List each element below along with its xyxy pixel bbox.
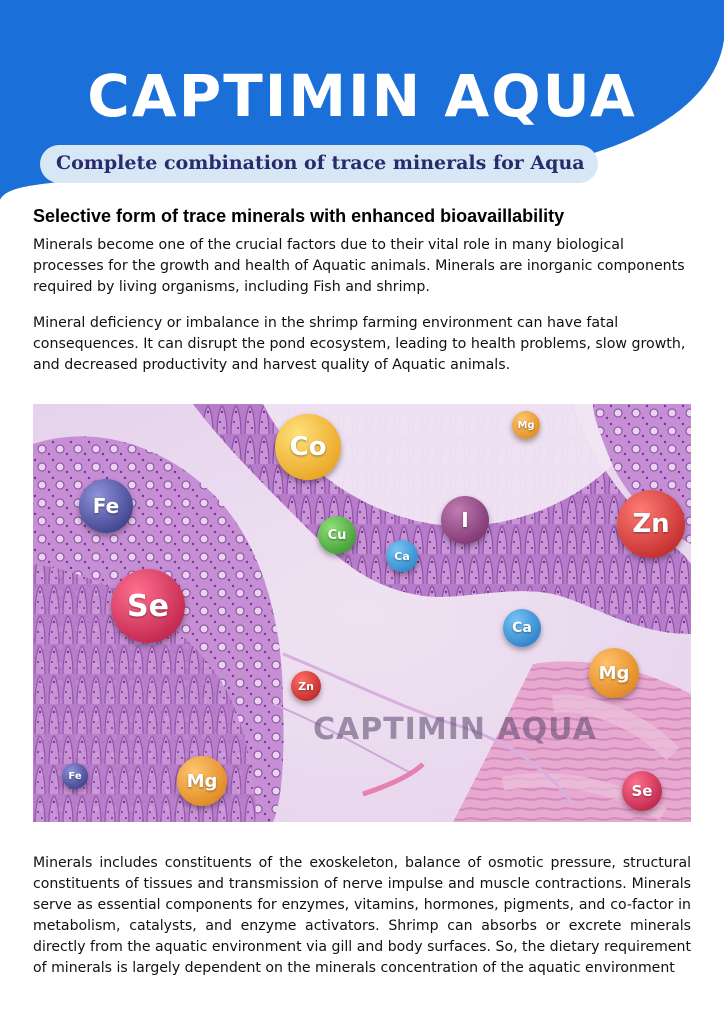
page-title: CAPTIMIN AQUA bbox=[87, 62, 637, 130]
minerals-role-paragraph: Minerals includes constituents of the exoskeleton, balance of osmotic pressure, structural constituents of tissues and transmission of nerve impulse and muscle contractions. Minerals serve as essential components for enzymes, vitamins, hormones, pigments, and co-factor in metabolism, catalysts, and enzyme activators. Shrimp can absorbs or excrete minerals directly from the aquatic environment via gill and body surfaces. So, the dietary requirement of minerals is largely dependent on the minerals concentration of the aquatic environment bbox=[33, 855, 691, 976]
mineral-fe-left: Fe bbox=[79, 479, 133, 533]
mineral-mg-top: Mg bbox=[512, 411, 540, 439]
mineral-mg-right: Mg bbox=[589, 648, 639, 698]
mineral-i: I bbox=[441, 496, 489, 544]
deficiency-paragraph: Mineral deficiency or imbalance in the shrimp farming environment can have fatal consequences. It can disrupt the pond ecosystem, leading to health problems, slow growth, and decreased productivity and harvest quality of Aquatic animals. bbox=[33, 315, 686, 373]
mineral-cu: Cu bbox=[318, 516, 356, 554]
intro-paragraph: Minerals become one of the crucial factors due to their vital role in many biological processes for the growth and health of Aquatic animals. Minerals are inorganic components required by living organisms, including Fish and shrimp. bbox=[33, 237, 685, 295]
mineral-mg-bottom: Mg bbox=[177, 756, 227, 806]
mineral-zn-right: Zn bbox=[617, 490, 685, 558]
mineral-zn-small: Zn bbox=[291, 671, 321, 701]
page-subtitle: Complete combination of trace minerals for Aqua bbox=[56, 152, 585, 174]
mineral-ca-small: Ca bbox=[386, 540, 418, 572]
mineral-fe-small: Fe bbox=[62, 763, 88, 789]
mineral-co: Co bbox=[275, 414, 341, 480]
figure-watermark: CAPTIMIN AQUA bbox=[313, 712, 597, 747]
mineral-se-small: Se bbox=[622, 771, 662, 811]
mineral-se-large: Se bbox=[111, 569, 185, 643]
section-heading: Selective form of trace minerals with enhanced bioavaillability bbox=[33, 206, 565, 226]
mineral-ca-mid: Ca bbox=[503, 609, 541, 647]
